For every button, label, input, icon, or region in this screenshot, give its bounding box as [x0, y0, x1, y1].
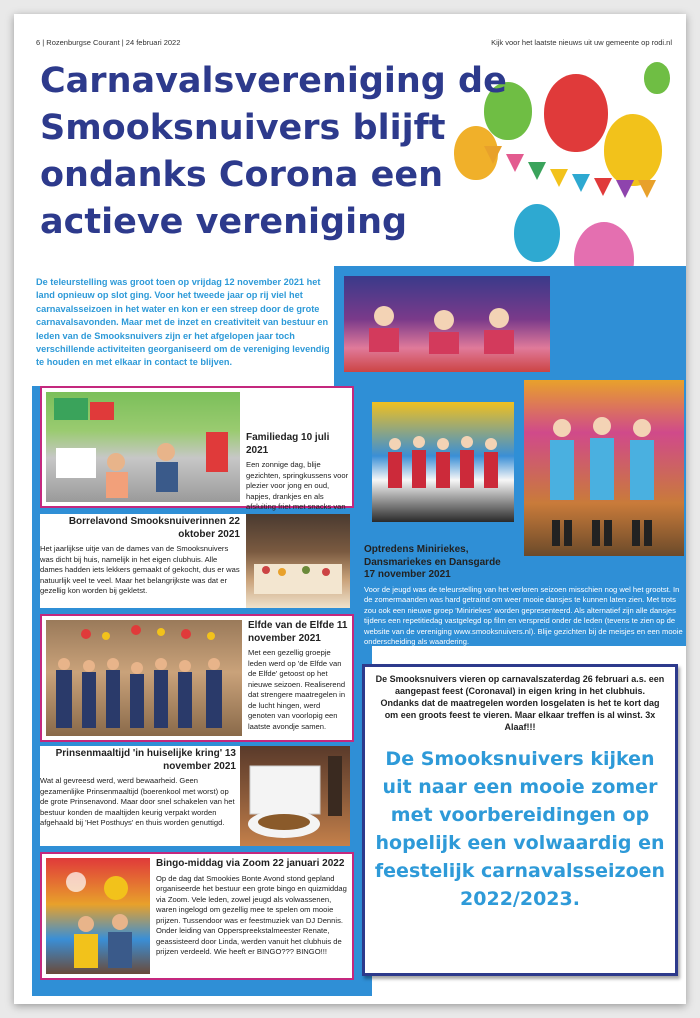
familiedag-body: Een zonnige dag, blije gezichten, springkussens voor plezier voor jong en oud, hapjes, drankjes en als afsluiting friet met snacks van — [246, 460, 349, 511]
newspaper-page — [14, 14, 686, 1004]
elfde-heading: Elfde van de Elfde 11 november 2021 — [248, 620, 348, 644]
borrelavond-heading: Borrelavond Smooksnuiverinnen 22 oktober 2021 — [68, 516, 240, 540]
article-borrelavond — [40, 514, 350, 608]
photo-borrelavond — [246, 514, 350, 608]
article-bingo — [40, 852, 354, 980]
article-prinsenmaaltijd — [40, 746, 350, 846]
photo-bingo — [46, 858, 150, 974]
familiedag-heading: Familiedag 10 juli 2021 — [246, 432, 330, 456]
notice-text: De Smooksnuivers vieren op carnavalszaterdag 26 februari a.s. een aangepast feest (Coronaval) in eigen kring in het clubhuis. Ondanks dat de maatregelen worden losgelaten is het te kort dag om een groots feest te vieren. Maar elkaar treffen is al winst. 3x Alaaf!!! — [375, 674, 665, 732]
prinsenmaaltijd-body: Wat al gevreesd werd, werd bewaarheid. Geen gezamenlijke Prinsenmaaltijd (boerenkool met worst) op de grote Prinsenavond. Maar door snel schakelen van het bestuur konden de maaltijden keurig verpakt worden afgehaald bij 'Het Posthuys' en thuis worden genuttigd. — [40, 776, 235, 827]
notice-highlight: De Smooksnuivers kijken uit naar een mooie zomer met voorbereidingen op hopelijk een volwaardig en feestelijk carnavalsseizoen 2022/2023. — [374, 748, 666, 910]
photo-prinsenmaaltijd — [240, 746, 350, 846]
borrelavond-body: Het jaarlijkse uitje van de dames van de Smooksnuivers was dicht bij huis, namelijk in het eigen clubhuis. Alle dames hadden iets lekkers gemaakt of gekocht, dus er was natuurlijk veel te veel. Maar het belangrijkste was dat er gezellig kon worden bij gekletst. — [40, 544, 240, 595]
prinsenmaaltijd-heading: Prinsenmaaltijd 'in huiselijke kring' 13 november 2021 — [55, 748, 236, 772]
photo-dansmariekes — [372, 402, 514, 522]
photo-miniriekes — [344, 276, 550, 372]
page-title: Carnavalsvereniging de Smooksnuivers blijft ondanks Corona een actieve vereniging — [40, 61, 507, 242]
notice-box — [362, 664, 678, 976]
photo-familiedag — [46, 392, 240, 502]
photo-elfde — [46, 620, 242, 736]
dance-body: Voor de jeugd was de teleurstelling van het verloren seizoen misschien nog wel het grootst. In de zomermaanden was hard getraind om weer mooie dansjes te kunnen laten zien. Met trots zou ook een nieuwe groep 'Miniriekes' worden gepresenteerd. Als alternatief zijn alle dansjes tijdens een repetitiedag vastgelegd op film en verspreid onder de leden (tevens te zien op de website van de vereniging www.smooksnuivers.nl). Blije gezichten bij de meisjes en een mooie onderscheiding als waardering. — [364, 584, 683, 646]
intro-paragraph: De teleurstelling was groot toen op vrijdag 12 november 2021 het land opnieuw op slot ging. Voor het tweede jaar op rij viel het carnavalsseizoen in het water en kon er een streep door de grote carnavalsavonden. Maar met de inzet en creativiteit van bestuur en leden van de Smooksnuivers zijn er het afgelopen jaar toch verschillende activiteiten georganiseerd om de vereniging levendig te houden en met elkaar in contact te blijven. — [36, 277, 330, 368]
page-header-left: 6 | Rozenburgse Courant | 24 februari 2022 — [36, 38, 181, 47]
bingo-body: Op de dag dat Smookies Bonte Avond stond gepland organiseerde het bestuur een grote bingo en quizmiddag via Zoom. Vele leden, zowel jeugd als volwassenen, waren ingelogd om gezellig mee te spelen om mooie prijzen. Tussendoor was er feestmuziek van DJ Dennis. Onder leiding van Opperspreekstalmeester Renate, geassisteerd door Linda, werden vanuit het clubhuis de prijzen verdeeld. Wie heeft er BINGO??? BINGO!!! — [156, 873, 347, 956]
article-familiedag — [40, 386, 354, 511]
bingo-heading: Bingo-middag via Zoom 22 januari 2022 — [156, 858, 345, 869]
article-elfde — [40, 614, 354, 742]
dance-heading: Optredens Miniriekes, Dansmariekes en Dansgarde 17 november 2021 — [364, 544, 501, 580]
page-header-right: Kijk voor het laatste nieuws uit uw gemeente op rodi.nl — [491, 38, 672, 47]
elfde-body: Met een gezellig groepje leden werd op 'de Elfde van de Elfde' getoost op het nieuwe seizoen. Realiserend dat strengere maatregelen in de lucht hingen, werd genoten van voorlopig een laatste avondje samen. — [248, 648, 346, 731]
dance-caption — [364, 544, 684, 648]
photo-dansgarde — [524, 380, 684, 556]
